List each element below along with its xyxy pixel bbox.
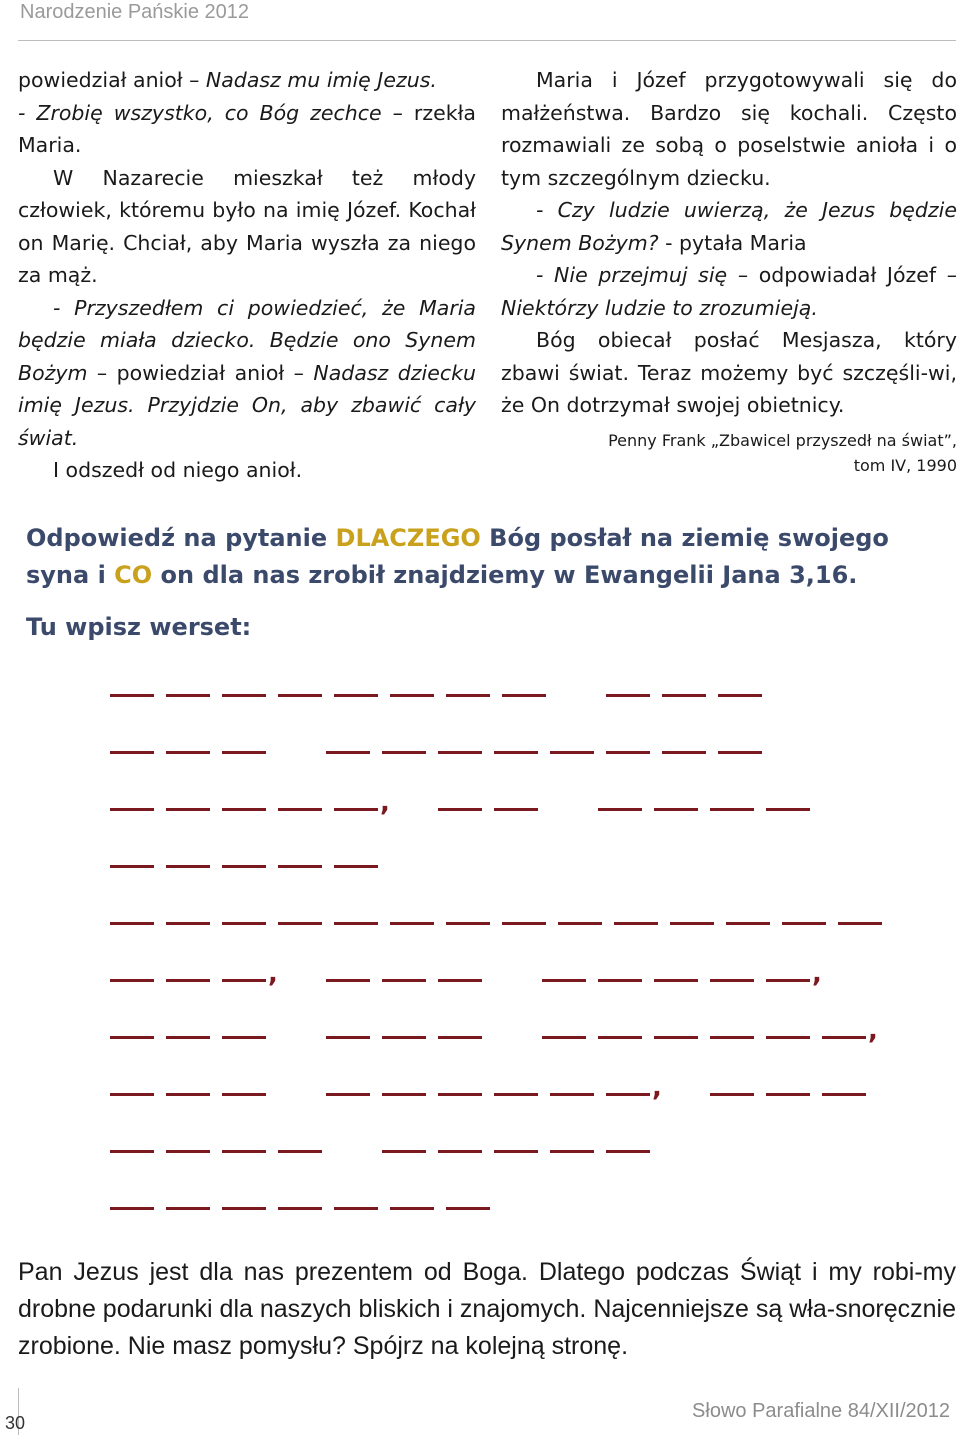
blank-letter-slot[interactable]	[110, 979, 154, 982]
blank-letter-slot[interactable]	[718, 694, 762, 697]
blank-letter-slot[interactable]	[438, 751, 482, 754]
closing-paragraph: Pan Jezus jest dla nas prezentem od Boga. Dlatego podczas Świąt i my robi-my drobne podarunki dla naszych bliskich i znajomych. Najcenniejsze są wła-snoręcznie zrobione. Nie masz pomysłu? Spójrz na kolejną stronę.	[18, 1258, 956, 1360]
credit-line: tom IV, 1990	[853, 455, 957, 475]
page-header	[18, 0, 956, 41]
story-left-column	[18, 64, 476, 487]
blank-letter-slot[interactable]	[766, 979, 810, 982]
blank-letter-slot[interactable]	[438, 1093, 482, 1096]
blank-letter-slot[interactable]	[654, 1036, 698, 1039]
blank-letter-slot[interactable]	[494, 751, 538, 754]
question-text: on dla nas zrobił znajdziemy w Ewangelii Jana 3,16.	[152, 561, 858, 589]
blank-letter-slot[interactable]	[222, 1150, 266, 1153]
blank-letter-slot[interactable]	[326, 751, 370, 754]
blank-letter-slot[interactable]	[494, 1093, 538, 1096]
story-paragraph	[501, 259, 957, 324]
blank-letter-slot[interactable]	[718, 751, 762, 754]
blank-letter-slot[interactable]	[222, 979, 266, 982]
blank-letter-slot[interactable]	[606, 751, 650, 754]
blank-comma: ,	[812, 959, 822, 989]
story-text: – powiedział anioł –	[87, 360, 314, 385]
blank-letter-slot[interactable]	[166, 979, 210, 982]
story-paragraph	[18, 162, 476, 292]
story-text-italic: - Zrobię wszystko, co Bóg zechce –	[18, 100, 403, 125]
blank-letter-slot[interactable]	[166, 694, 210, 697]
blank-letter-slot[interactable]	[598, 979, 642, 982]
blank-letter-slot[interactable]	[766, 1093, 810, 1096]
blank-letter-slot[interactable]	[110, 1207, 154, 1210]
blank-letter-slot[interactable]	[334, 1207, 378, 1210]
blank-letter-slot[interactable]	[782, 922, 826, 925]
blank-letter-slot[interactable]	[494, 808, 538, 811]
blank-letter-slot[interactable]	[494, 1150, 538, 1153]
blank-letter-slot[interactable]	[502, 922, 546, 925]
blank-letter-slot[interactable]	[222, 922, 266, 925]
blank-letter-slot[interactable]	[278, 1150, 322, 1153]
blank-letter-slot[interactable]	[550, 1093, 594, 1096]
verse-label: Tu wpisz werset:	[26, 613, 252, 641]
blank-letter-slot[interactable]	[446, 1207, 490, 1210]
blank-letter-slot[interactable]	[438, 979, 482, 982]
blank-letter-slot[interactable]	[542, 979, 586, 982]
blank-letter-slot[interactable]	[278, 865, 322, 868]
blank-row	[110, 1116, 930, 1173]
blank-row	[110, 945, 930, 1002]
story-text: rzekła Maria.	[18, 100, 476, 157]
blank-row	[110, 660, 930, 717]
page-number: 30	[5, 1413, 26, 1433]
question-highlight: CO	[114, 561, 153, 589]
story-text: - pytała Maria	[658, 230, 807, 255]
story-text-italic: Niektórzy ludzie to zrozumieją.	[501, 295, 818, 320]
blank-letter-slot[interactable]	[166, 751, 210, 754]
blank-letter-slot[interactable]	[710, 808, 754, 811]
blank-letter-slot[interactable]	[278, 694, 322, 697]
blank-row	[110, 831, 930, 888]
blank-row	[110, 1002, 930, 1059]
blank-letter-slot[interactable]	[334, 922, 378, 925]
question-highlight: DLACZEGO	[335, 524, 481, 552]
blank-letter-slot[interactable]	[438, 1150, 482, 1153]
story-paragraph	[501, 324, 957, 422]
blank-letter-slot[interactable]	[222, 1093, 266, 1096]
blank-letter-slot[interactable]	[598, 1036, 642, 1039]
story-paragraph	[501, 194, 957, 259]
blank-letter-slot[interactable]	[278, 1207, 322, 1210]
blank-letter-slot[interactable]	[222, 694, 266, 697]
blank-letter-slot[interactable]	[110, 694, 154, 697]
story-paragraph	[18, 292, 476, 455]
story-text-italic: Nadasz mu imię Jezus.	[205, 68, 437, 92]
source-credit	[501, 428, 957, 478]
story-text: powiedział anioł –	[18, 68, 206, 92]
question-text: Odpowiedź na pytanie	[26, 524, 336, 552]
blank-comma: ,	[652, 1073, 662, 1103]
blank-letter-slot[interactable]	[710, 1093, 754, 1096]
blank-letter-slot[interactable]	[166, 808, 210, 811]
credit-line: Penny Frank „Zbawicel przyszedł na świat”,	[608, 430, 957, 450]
story-paragraph	[18, 454, 476, 487]
blank-letter-slot[interactable]	[166, 865, 210, 868]
blank-letter-slot[interactable]	[390, 1207, 434, 1210]
blank-letter-slot[interactable]	[334, 808, 378, 811]
blank-comma: ,	[268, 959, 278, 989]
blank-letter-slot[interactable]	[110, 1150, 154, 1153]
blank-row	[110, 1173, 930, 1230]
blank-letter-slot[interactable]	[614, 922, 658, 925]
blank-letter-slot[interactable]	[390, 694, 434, 697]
story-text: – odpowiadał Józef –	[727, 263, 958, 287]
blank-letter-slot[interactable]	[110, 1036, 154, 1039]
blank-letter-slot[interactable]	[326, 979, 370, 982]
blank-letter-slot[interactable]	[726, 922, 770, 925]
blank-letter-slot[interactable]	[446, 922, 490, 925]
blank-comma: ,	[380, 788, 390, 818]
blank-row	[110, 774, 930, 831]
blank-letter-slot[interactable]	[382, 1150, 426, 1153]
blank-letter-slot[interactable]	[606, 1150, 650, 1153]
story-text: W Nazarecie mieszkał też młody człowiek, któremu było na imię Józef. Kochał on Marię. Chciał, aby Maria wyszła za niego za mąż.	[18, 165, 476, 287]
blank-letter-slot[interactable]	[654, 979, 698, 982]
story-right-column	[501, 64, 957, 478]
story-text: I odszedł od niego anioł.	[53, 458, 303, 482]
story-paragraph	[18, 64, 476, 97]
blank-letter-slot[interactable]	[446, 694, 490, 697]
blank-letter-slot[interactable]	[822, 1093, 866, 1096]
magazine-title: Słowo Parafialne 84/XII/2012	[692, 1400, 950, 1422]
blank-row	[110, 717, 930, 774]
blank-letter-slot[interactable]	[166, 1093, 210, 1096]
blank-letter-slot[interactable]	[222, 1207, 266, 1210]
blank-letter-slot[interactable]	[278, 808, 322, 811]
blank-letter-slot[interactable]	[278, 922, 322, 925]
blank-letter-slot[interactable]	[438, 1036, 482, 1039]
blank-letter-slot[interactable]	[110, 808, 154, 811]
blank-letter-slot[interactable]	[382, 1036, 426, 1039]
blank-letter-slot[interactable]	[334, 694, 378, 697]
header-title: Narodzenie Pańskie 2012	[20, 1, 250, 23]
blank-letter-slot[interactable]	[838, 922, 882, 925]
story-text-italic: - Przyszedłem ci powiedzieć, że Maria będzie miała dziecko. Będzie ono Synem Bożym	[18, 295, 476, 385]
blank-letter-slot[interactable]	[166, 1207, 210, 1210]
blank-row	[110, 1059, 930, 1116]
blank-letter-slot[interactable]	[654, 808, 698, 811]
story-paragraph	[18, 97, 476, 162]
blank-letter-slot[interactable]	[222, 1036, 266, 1039]
blank-letter-slot[interactable]	[598, 808, 642, 811]
blank-row	[110, 888, 930, 945]
blank-letter-slot[interactable]	[382, 751, 426, 754]
blank-letter-slot[interactable]	[550, 751, 594, 754]
blank-letter-slot[interactable]	[670, 922, 714, 925]
story-text-italic: - Czy ludzie uwierzą, że Jezus będzie Synem Bożym?	[501, 198, 957, 255]
story-text: Maria i Józef przygotowywali się do małżeństwa. Bardzo się kochali. Często rozmawiali ze sobą o poselstwie anioła i o tym szczególnym dziecku.	[501, 68, 957, 190]
blank-letter-slot[interactable]	[166, 922, 210, 925]
blank-letter-slot[interactable]	[662, 751, 706, 754]
story-text: Bóg obiecał posłać Mesjasza, który zbawi świat. Teraz możemy być szczęśli-wi, że On dotrzymał swojej obietnicy.	[501, 328, 957, 417]
blank-letter-slot[interactable]	[334, 865, 378, 868]
blank-letter-slot[interactable]	[110, 865, 154, 868]
blank-letter-slot[interactable]	[166, 1150, 210, 1153]
blank-letter-slot[interactable]	[222, 751, 266, 754]
blank-letter-slot[interactable]	[606, 694, 650, 697]
blank-letter-slot[interactable]	[222, 865, 266, 868]
story-text-italic: - Nie przejmuj się	[536, 263, 728, 287]
blank-letter-slot[interactable]	[326, 1093, 370, 1096]
verse-blanks	[110, 660, 930, 1230]
story-paragraph	[501, 64, 957, 194]
question-text: Bóg posłał na ziemię swojego syna i	[26, 524, 889, 589]
blank-letter-slot[interactable]	[558, 922, 602, 925]
blank-comma: ,	[868, 1016, 878, 1046]
story-text-italic: Nadasz dziecku imię Jezus. Przyjdzie On, aby zbawić cały świat.	[18, 360, 476, 450]
blank-letter-slot[interactable]	[382, 1093, 426, 1096]
blank-letter-slot[interactable]	[502, 694, 546, 697]
blank-letter-slot[interactable]	[166, 1036, 210, 1039]
blank-letter-slot[interactable]	[110, 922, 154, 925]
blank-letter-slot[interactable]	[606, 1093, 650, 1096]
blank-letter-slot[interactable]	[110, 1093, 154, 1096]
blank-letter-slot[interactable]	[766, 1036, 810, 1039]
blank-letter-slot[interactable]	[822, 1036, 866, 1039]
blank-letter-slot[interactable]	[438, 808, 482, 811]
blank-letter-slot[interactable]	[710, 979, 754, 982]
blank-letter-slot[interactable]	[326, 1036, 370, 1039]
blank-letter-slot[interactable]	[662, 694, 706, 697]
blank-letter-slot[interactable]	[382, 979, 426, 982]
blank-letter-slot[interactable]	[710, 1036, 754, 1039]
blank-letter-slot[interactable]	[110, 751, 154, 754]
blank-letter-slot[interactable]	[542, 1036, 586, 1039]
blank-letter-slot[interactable]	[390, 922, 434, 925]
question-prompt	[26, 520, 936, 594]
blank-letter-slot[interactable]	[766, 808, 810, 811]
blank-letter-slot[interactable]	[550, 1150, 594, 1153]
blank-letter-slot[interactable]	[222, 808, 266, 811]
